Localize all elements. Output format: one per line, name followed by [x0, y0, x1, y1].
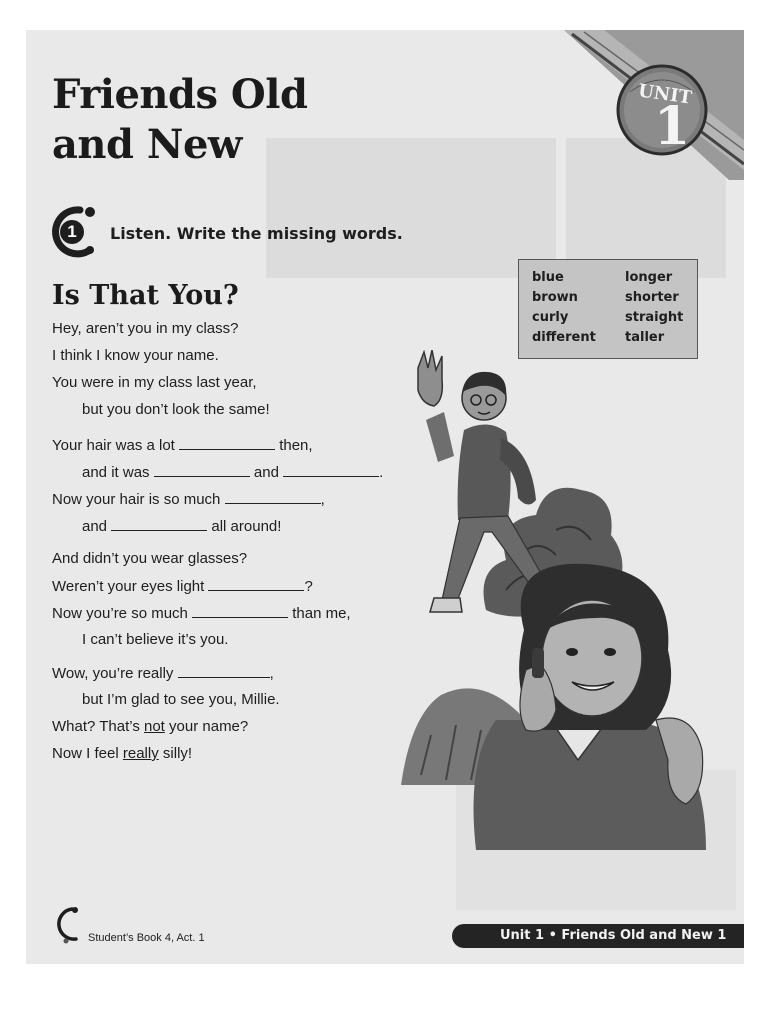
poem-line: Wow, you’re really , — [52, 665, 274, 682]
activity-number: 1 — [60, 220, 84, 244]
answer-blank[interactable] — [192, 604, 288, 618]
listening-icon-small — [54, 905, 82, 945]
girl-on-phone-illustration — [406, 560, 726, 850]
word-box-item: blue — [532, 270, 564, 285]
answer-blank[interactable] — [208, 577, 304, 591]
word-box-item: longer — [625, 270, 673, 285]
poem-line: Your hair was a lot then, — [52, 437, 313, 454]
page-title-line-1: Friends Old — [52, 71, 308, 118]
poem-line: but I’m glad to see you, Millie. — [82, 691, 280, 708]
poem-line: I can’t believe it’s you. — [82, 631, 229, 648]
answer-blank[interactable] — [154, 463, 250, 477]
poem-line: Weren’t your eyes light ? — [52, 578, 313, 595]
poem-line: What? That’s not your name? — [52, 718, 249, 735]
page-title — [52, 70, 307, 170]
answer-blank[interactable] — [111, 517, 207, 531]
word-box-item: curly — [532, 310, 569, 325]
word-box — [518, 259, 698, 359]
activity-instruction: Listen. Write the missing words. — [110, 224, 403, 243]
poem-line: Now you’re so much than me, — [52, 605, 351, 622]
poem-line: and all around! — [82, 518, 282, 535]
answer-blank[interactable] — [179, 436, 275, 450]
poem-line: You were in my class last year, — [52, 374, 257, 391]
word-box-item: shorter — [625, 290, 679, 305]
workbook-page — [26, 30, 744, 964]
poem-line: and it was and . — [82, 464, 384, 481]
poem-line: Now your hair is so much , — [52, 491, 325, 508]
poem-title: Is That You? — [52, 280, 239, 311]
poem-line: Hey, aren’t you in my class? — [52, 320, 239, 337]
unit-label: UNIT — [636, 80, 694, 109]
poem-line: but you don’t look the same! — [82, 401, 270, 418]
poem-line: And didn’t you wear glasses? — [52, 550, 248, 567]
footer-unit-title: Unit 1 • Friends Old and New 1 — [500, 928, 727, 943]
unit-badge — [544, 30, 744, 180]
word-box-item: brown — [532, 290, 578, 305]
footer-reference: Student’s Book 4, Act. 1 — [88, 932, 205, 944]
poem-line: Now I feel really silly! — [52, 745, 193, 762]
activity-instruction-row — [50, 202, 470, 258]
word-box-item: taller — [625, 330, 665, 345]
word-box-item: different — [532, 330, 596, 345]
answer-blank[interactable] — [283, 463, 379, 477]
page-title-line-2: and New — [52, 121, 242, 168]
poem-line: I think I know your name. — [52, 347, 219, 364]
answer-blank[interactable] — [225, 490, 321, 504]
answer-blank[interactable] — [178, 664, 270, 678]
word-box-item: straight — [625, 310, 684, 325]
unit-number: 1 — [654, 96, 691, 157]
